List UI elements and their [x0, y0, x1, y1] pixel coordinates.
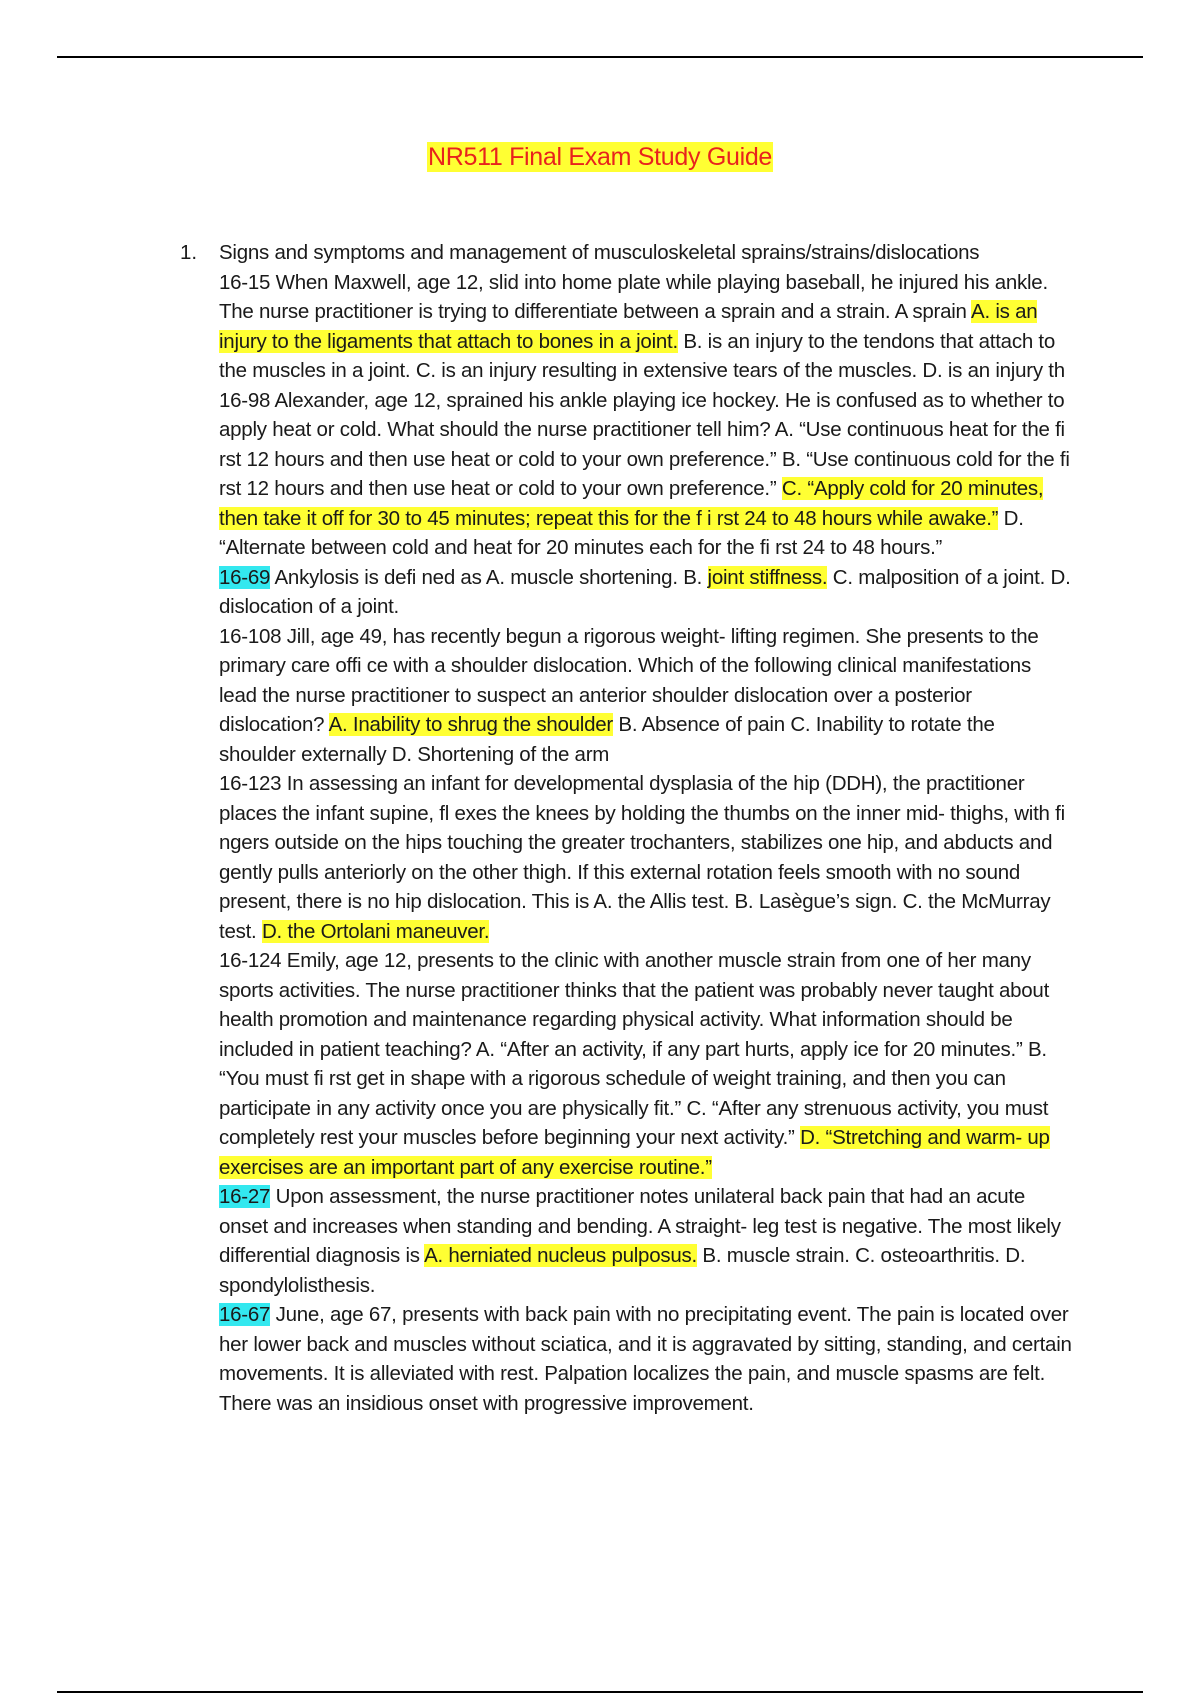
- question-text: June, age 67, presents with back pain with no precipitating event. The pain is located over her lower back and muscles without sciatica, and it is aggravated by sitting, standing, and certain movements. It is alleviated with rest. Palpation localizes the pain, and muscle spasms are felt. There was an insidious onset with progressive improvement.: [219, 1303, 1072, 1415]
- question-16-108: [219, 622, 1074, 770]
- question-16-123: [219, 769, 1074, 946]
- question-text: 16-123 In assessing an infant for developmental dysplasia of the hip (DDH), the practitioner places the infant supine, fl exes the knees by holding the thumbs on the inner mid- thighs, with fi ngers outside on the hips touching the greater trochanters, stabilizes one hip, and abducts and gently pulls anteriorly on the other thigh. If this external rotation feels smooth with no sound present, there is no hip dislocation. This is A. the Allis test. B. Lasègue’s sign. C. the McMurray test.: [219, 772, 1065, 943]
- question-16-124: [219, 946, 1074, 1182]
- question-16-15: [219, 268, 1074, 386]
- highlighted-answer: joint stiffness.: [707, 565, 828, 589]
- highlighted-answer: A. Inability to shrug the shoulder: [328, 713, 613, 736]
- question-16-69: [219, 563, 1074, 622]
- question-text-after: B. muscle strain. C. osteoarthritis. D. spondylolisthesis.: [219, 1244, 1026, 1297]
- question-16-98: [219, 386, 1074, 563]
- question-16-27: [219, 1182, 1074, 1300]
- document-title: NR511 Final Exam Study Guide: [427, 143, 773, 171]
- question-text: 16-98 Alexander, age 12, sprained his ankle playing ice hockey. He is confused as to whether to apply heat or cold. What should the nurse practitioner tell him? A. “Use continuous heat for the fi rst 12 hours and then use heat or cold to your own preference.” B. “Use continuous cold for the fi rst 12 hours and then use heat or cold to your own preference.”: [219, 388, 1070, 500]
- question-text-after: B. is an injury to the tendons that attach to the muscles in a joint. C. is an injury resulting in extensive tears of the muscles. D. is an injury th: [219, 329, 1065, 382]
- question-text: Ankylosis is defi ned as A. muscle shortening. B.: [270, 565, 708, 589]
- top-rule: [57, 56, 1143, 58]
- question-text: 16-108 Jill, age 49, has recently begun a rigorous weight- lifting regimen. She presents to the primary care offi ce with a shoulder dislocation. Which of the following clinical manifestations lead the nurse practitioner to suspect an anterior shoulder dislocation over a posterior dislocation?: [219, 624, 1039, 736]
- highlighted-answer: C. “Apply cold for 20 minutes, then take it off for 30 to 45 minutes; repeat this for the f i rst 24 to 48 hours while awake.”: [219, 477, 1044, 530]
- question-text-after: D. “Alternate between cold and heat for 20 minutes each for the fi rst 24 to 48 hours.”: [219, 506, 1024, 559]
- question-text: 16-124 Emily, age 12, presents to the clinic with another muscle strain from one of her many sports activities. The nurse practitioner thinks that the patient was probably never taught about health promotion and maintenance regarding physical activity. What information should be included in patient teaching? A. “After an activity, if any part hurts, apply ice for 20 minutes.” B. “You must fi rst get in shape with a rigorous schedule of weight training, and then you can participate in any activity once you are physically fit.” C. “After any strenuous activity, you must completely rest your muscles before beginning your next activity.”: [219, 949, 1050, 1149]
- highlighted-question-id: 16-67: [219, 1303, 271, 1326]
- title-container: [0, 142, 1200, 172]
- highlighted-question-id: 16-69: [219, 565, 271, 589]
- question-text-after: B. Absence of pain C. Inability to rotate the shoulder externally D. Shortening of the arm: [219, 713, 995, 766]
- question-text: 16-15 When Maxwell, age 12, slid into home plate while playing baseball, he injured his ankle. The nurse practitioner is trying to differentiate between a sprain and a strain. A sprain: [219, 270, 1048, 323]
- question-text: Upon assessment, the nurse practitioner notes unilateral back pain that had an acute onset and increases when standing and bending. A straight- leg test is negative. The most likely differential diagnosis is: [219, 1185, 1061, 1267]
- item-heading: Signs and symptoms and management of musculoskeletal sprains/strains/dislocations: [219, 241, 980, 264]
- question-16-67: [219, 1300, 1074, 1418]
- highlighted-answer: D. the Ortolani maneuver.: [261, 919, 490, 943]
- question-text-after: C. malposition of a joint. D. dislocation of a joint.: [219, 565, 1071, 618]
- highlighted-answer: D. “Stretching and warm- up exercises are an important part of any exercise routine.”: [219, 1126, 1050, 1179]
- bottom-rule: [57, 1691, 1143, 1693]
- highlighted-answer: A. herniated nucleus pulposus.: [424, 1244, 697, 1267]
- highlighted-question-id: 16-27: [219, 1185, 271, 1208]
- list-item-number: 1.: [180, 241, 198, 264]
- highlighted-answer: A. is an injury to the ligaments that attach to bones in a joint.: [219, 300, 1038, 353]
- list-item-content: [219, 238, 1074, 1418]
